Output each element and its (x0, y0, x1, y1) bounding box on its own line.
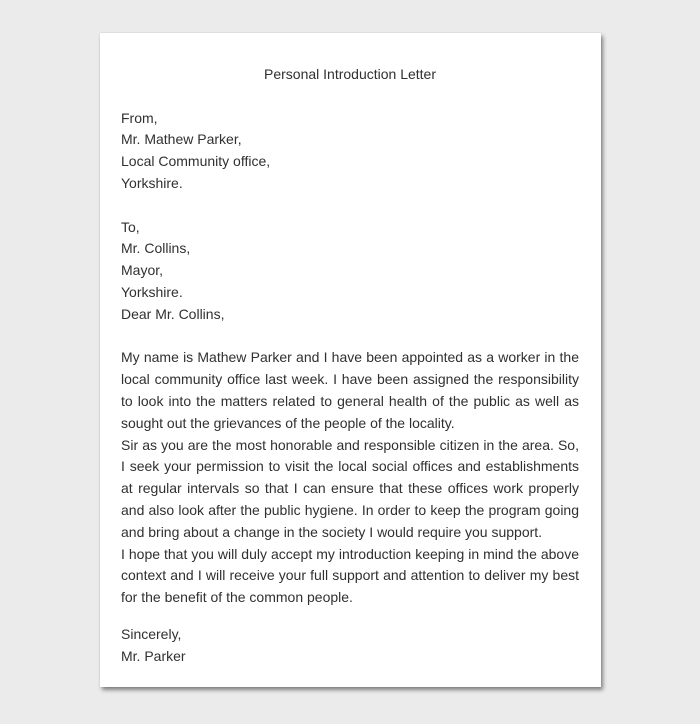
sender-organization: Local Community office, (121, 153, 271, 170)
signature: Mr. Parker (121, 647, 186, 664)
body-paragraph: Sir as you are the most honorable and responsible citizen in the area. So, I seek your permission to visit the local social offices and establishments at regular intervals so that I can ensure that these offices work properly and also look after the public hygiene. In order to keep the program going and bring about a change in the society I would require you support. (121, 436, 579, 540)
letter-page (100, 33, 601, 687)
letter-body (121, 347, 579, 609)
sender-location: Yorkshire. (121, 174, 183, 191)
salutation: Dear Mr. Collins, (121, 305, 225, 322)
to-label: To, (121, 218, 140, 235)
closing-block (121, 624, 579, 668)
recipient-location: Yorkshire. (121, 283, 183, 300)
sign-off: Sincerely, (121, 625, 182, 642)
recipient-name: Mr. Collins, (121, 240, 191, 257)
recipient-block (121, 217, 579, 326)
sender-block (121, 108, 579, 195)
sender-name: Mr. Mathew Parker, (121, 131, 242, 148)
recipient-title: Mayor, (121, 262, 164, 279)
body-paragraph: My name is Mathew Parker and I have been appointed as a worker in the local community office last week. I have been assigned the responsibility to look into the matters related to general health of the public as well as sought out the grievances of the people of the locality. (121, 349, 579, 431)
from-label: From, (121, 109, 158, 126)
letter-title: Personal Introduction Letter (264, 66, 436, 82)
body-paragraph: I hope that you will duly accept my introduction keeping in mind the above context and I will receive your full support and attention to deliver my best for the benefit of the common people. (121, 545, 579, 606)
